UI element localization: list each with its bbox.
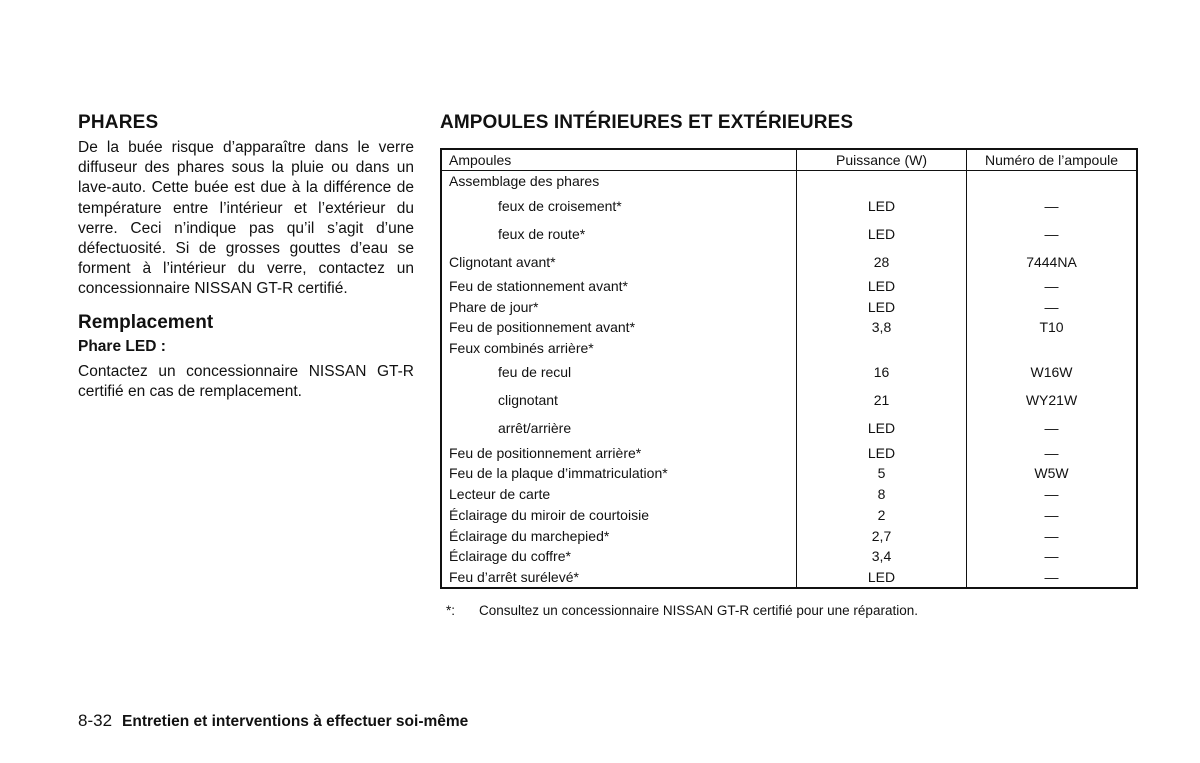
- table-row: [441, 317, 1137, 338]
- bulb-number: —: [1044, 486, 1059, 503]
- bulb-number: —: [1044, 444, 1059, 461]
- table-row: [441, 463, 1137, 484]
- footnote-mark: *:: [446, 603, 456, 618]
- table-row: [441, 296, 1137, 317]
- bulb-number: [967, 171, 1138, 192]
- header-puissance: Puissance (W): [797, 149, 967, 171]
- phare-led-heading: Phare LED :: [78, 337, 166, 355]
- bulb-number: [967, 338, 1138, 359]
- bulb-name: Clignotant avant*: [449, 253, 556, 270]
- table-row: [441, 525, 1137, 546]
- table-row: [441, 505, 1137, 526]
- page-footer: [78, 711, 468, 731]
- bulb-power: 16: [797, 358, 967, 386]
- bulbs-table: [440, 148, 1138, 589]
- phares-paragraph: De la buée risque d’apparaître dans le verre diffuseur des phares sous la pluie ou dans un lave-auto. Cette buée est due à la différence de température entre l’intérieur et l’extérieur du verre. Ceci n’indique pas qu’il s’agit d’une défectuosité. Si de grosses gouttes d’eau se forment à l’intérieur du verre, contactez un concessionnaire NISSAN GT-R certifié.: [78, 139, 414, 298]
- bulb-name: Éclairage du miroir de courtoisie: [449, 506, 649, 523]
- bulb-number: —: [1044, 506, 1059, 523]
- table-row: [441, 338, 1137, 359]
- bulb-name: Feu de positionnement arrière*: [449, 444, 642, 461]
- bulb-power: [797, 338, 967, 359]
- table-row: [441, 386, 1137, 414]
- bulb-number: 7444NA: [1026, 253, 1077, 270]
- bulb-power: 3,8: [797, 317, 967, 338]
- table-row: [441, 358, 1137, 386]
- table-row: [441, 442, 1137, 463]
- bulb-power: 8: [797, 484, 967, 505]
- bulb-number: —: [1044, 298, 1059, 315]
- bulb-name: Phare de jour*: [449, 298, 539, 315]
- bulb-name: feux de route*: [498, 225, 586, 242]
- right-column: [440, 112, 1138, 589]
- table-row: [441, 192, 1137, 220]
- bulb-power: 2: [797, 505, 967, 526]
- bulb-power: LED: [797, 442, 967, 463]
- bulb-power: LED: [797, 414, 967, 442]
- bulb-name: Feu de stationnement avant*: [449, 278, 629, 295]
- bulb-power: LED: [797, 296, 967, 317]
- bulb-name: feu de recul: [498, 364, 572, 381]
- bulb-name: clignotant: [498, 392, 558, 409]
- table-row: [441, 220, 1137, 248]
- table-row: [441, 567, 1137, 589]
- table-row: [441, 414, 1137, 442]
- bulb-number: —: [1044, 568, 1059, 585]
- bulb-number: —: [1044, 197, 1059, 214]
- bulb-name: Feu de la plaque d’immatriculation*: [449, 465, 668, 482]
- bulb-number: T10: [1039, 319, 1064, 336]
- bulb-power: 5: [797, 463, 967, 484]
- table-header-row: [441, 149, 1137, 171]
- table-row: [441, 276, 1137, 297]
- table-row: [441, 484, 1137, 505]
- table-footnote: [446, 603, 1146, 618]
- bulb-name: Feux combinés arrière*: [449, 340, 594, 357]
- bulb-name: Éclairage du marchepied*: [449, 527, 610, 544]
- bulbs-title: AMPOULES INTÉRIEURES ET EXTÉRIEURES: [440, 112, 854, 133]
- bulb-number: —: [1044, 548, 1059, 565]
- bulb-name: Assemblage des phares: [449, 173, 600, 190]
- bulb-power: 2,7: [797, 525, 967, 546]
- phare-led-paragraph: Contactez un concessionnaire NISSAN GT-R certifié en cas de remplacement.: [78, 362, 414, 400]
- table-row: [441, 546, 1137, 567]
- table-row: [441, 171, 1137, 192]
- bulb-number: —: [1044, 527, 1059, 544]
- left-column: [78, 112, 414, 402]
- phares-heading: PHARES: [78, 112, 159, 133]
- bulb-number: —: [1044, 420, 1059, 437]
- bulb-power: 3,4: [797, 546, 967, 567]
- bulb-power: LED: [797, 276, 967, 297]
- bulb-number: —: [1044, 278, 1059, 295]
- bulb-number: W16W: [1030, 364, 1073, 381]
- bulb-name: arrêt/arrière: [498, 420, 572, 437]
- header-numero: Numéro de l’ampoule: [967, 149, 1138, 171]
- remplacement-heading: Remplacement: [78, 311, 214, 333]
- header-ampoules: Ampoules: [441, 149, 797, 171]
- footer-section-title: Entretien et interventions à effectuer soi-même: [122, 713, 469, 730]
- bulb-power: LED: [797, 192, 967, 220]
- bulb-name: Lecteur de carte: [449, 486, 551, 503]
- footnote-text: Consultez un concessionnaire NISSAN GT-R certifié pour une réparation.: [479, 603, 918, 618]
- bulb-power: 28: [797, 248, 967, 276]
- bulb-number: WY21W: [1025, 392, 1078, 409]
- bulb-power: [797, 171, 967, 192]
- bulb-power: LED: [797, 220, 967, 248]
- bulb-number: —: [1044, 225, 1059, 242]
- bulb-number: W5W: [1034, 465, 1069, 482]
- bulb-name: feux de croisement*: [498, 197, 622, 214]
- bulb-power: LED: [797, 567, 967, 589]
- bulb-name: Éclairage du coffre*: [449, 548, 571, 565]
- table-row: [441, 248, 1137, 276]
- bulb-power: 21: [797, 386, 967, 414]
- page-number: 8-32: [78, 711, 113, 730]
- bulb-name: Feu d’arrêt surélevé*: [449, 568, 579, 585]
- bulb-name: Feu de positionnement avant*: [449, 319, 636, 336]
